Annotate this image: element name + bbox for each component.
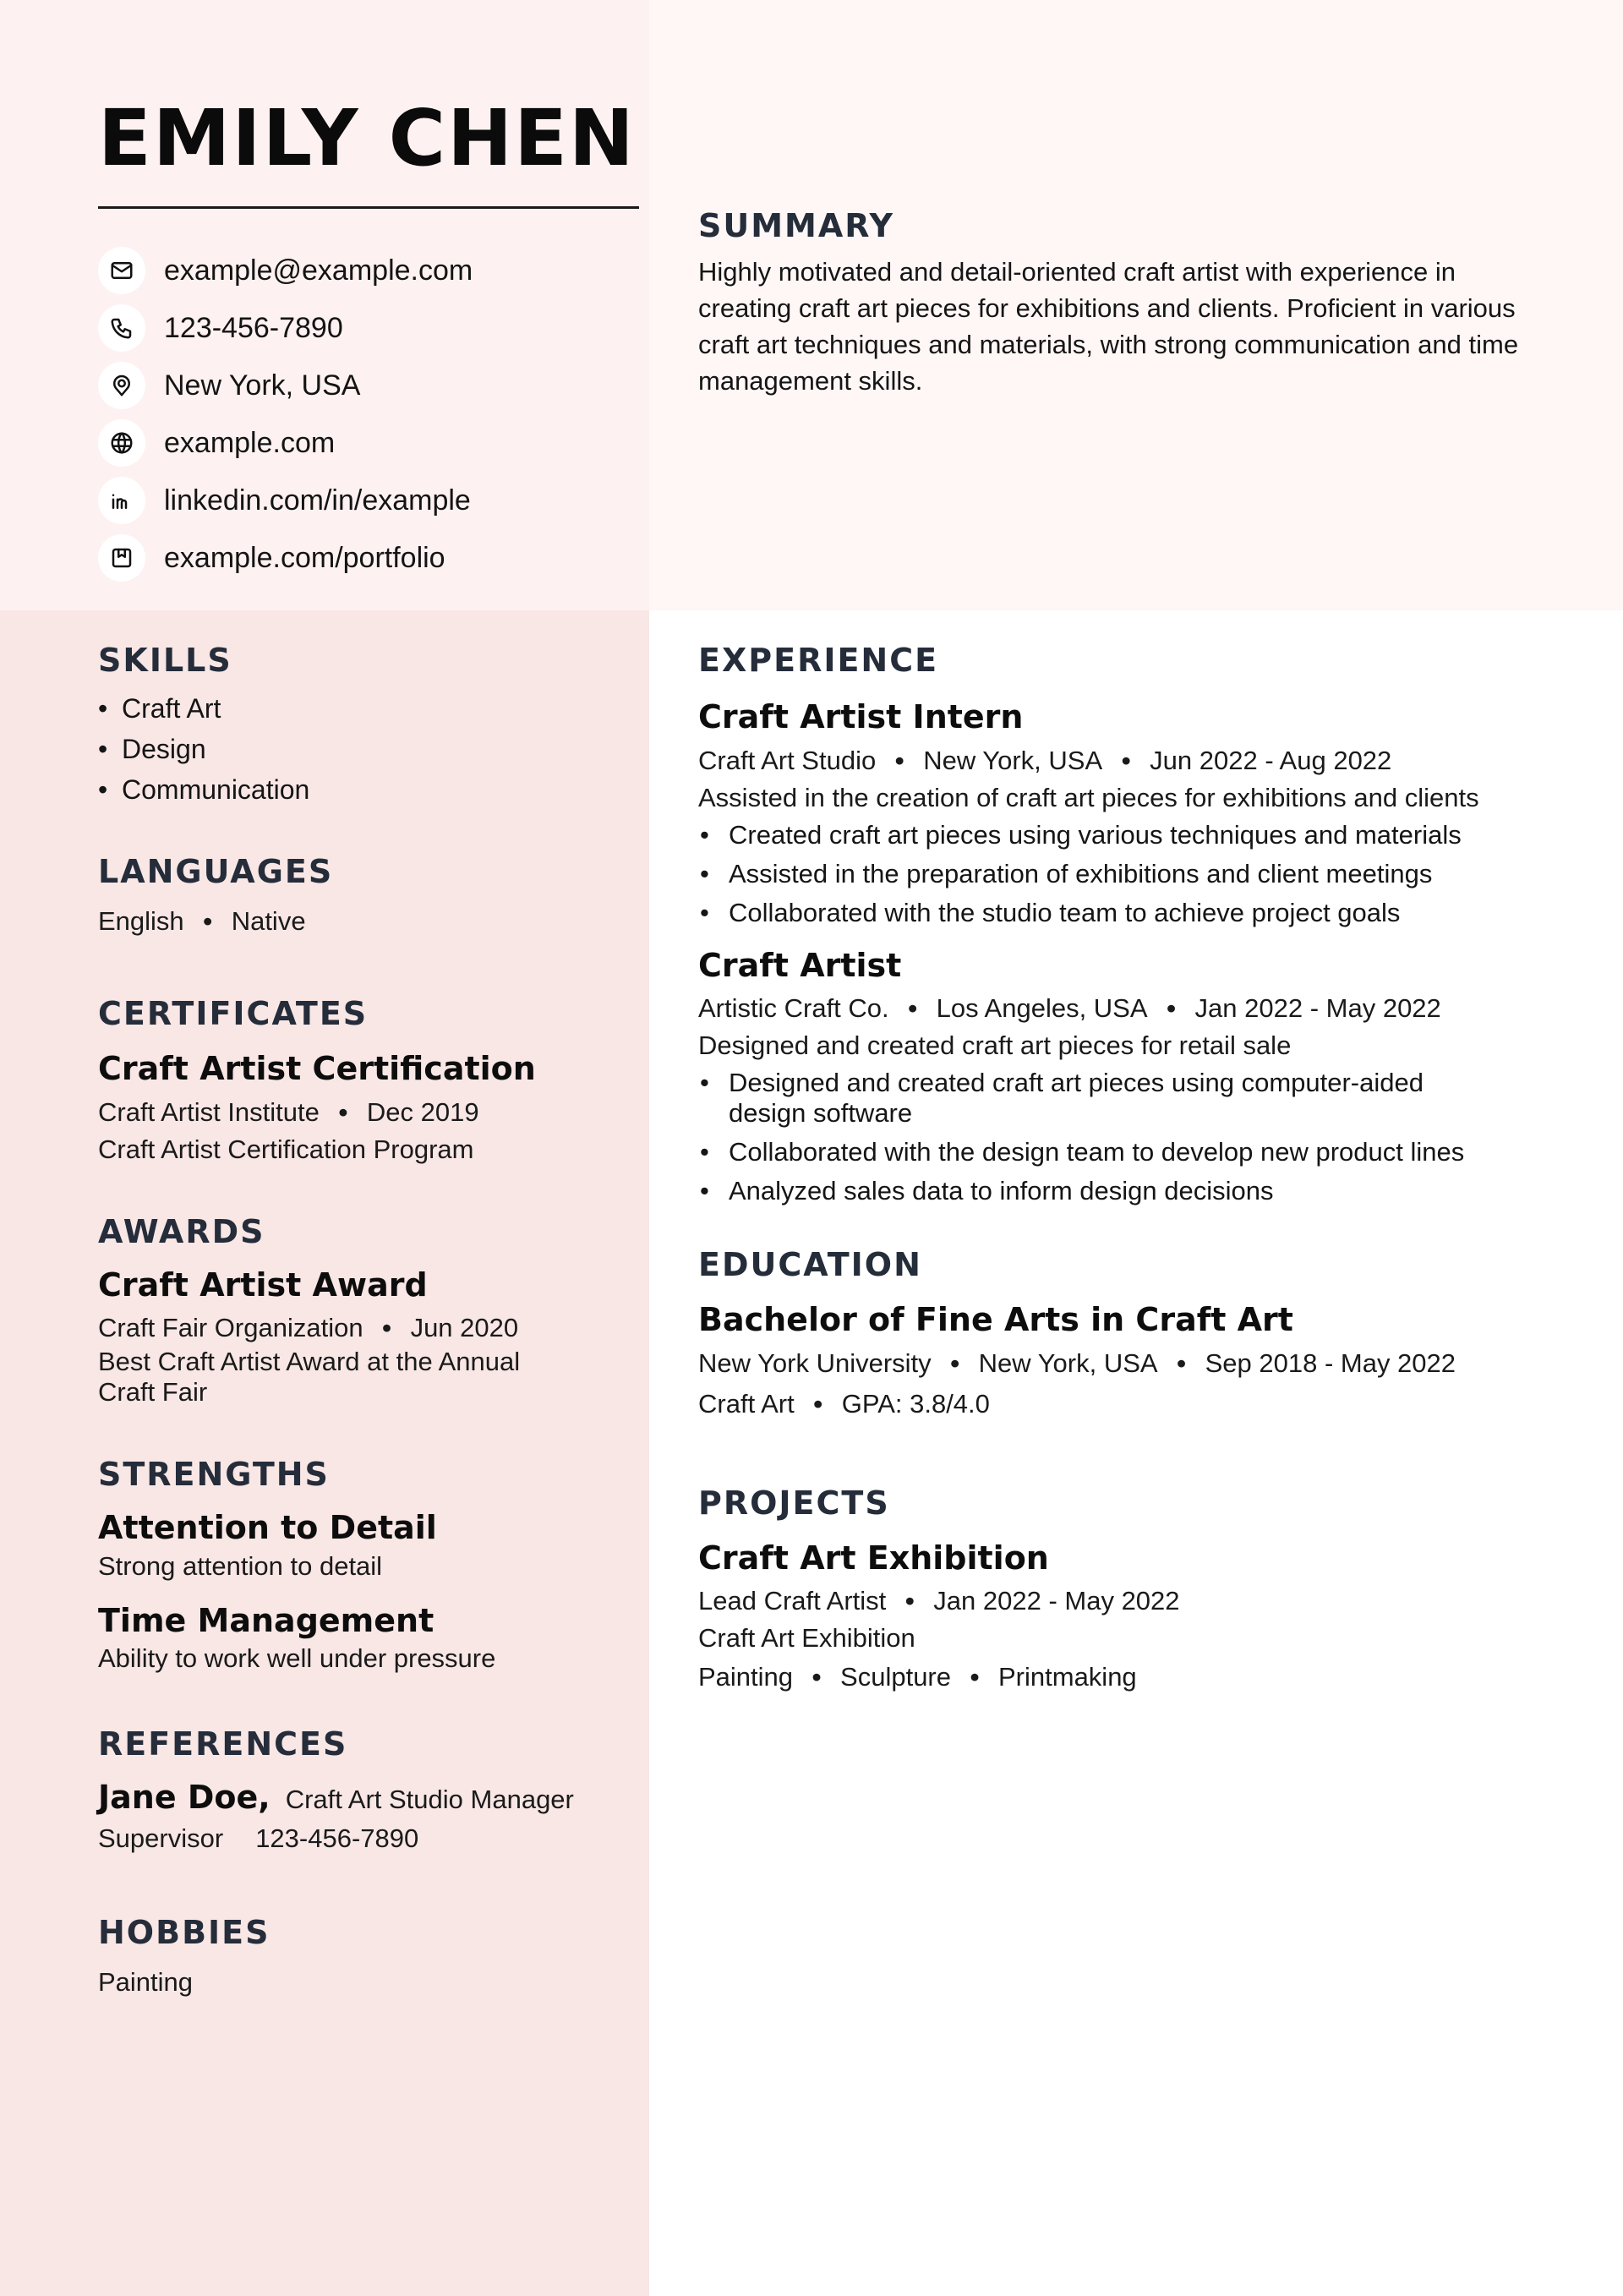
project-tags [698,1659,1560,1696]
project-tag: Sculpture [840,1662,951,1692]
contact-portfolio[interactable] [98,529,473,587]
education-meta [698,1345,1560,1382]
strength-name: Attention to Detail [98,1509,437,1547]
hobby-item: Painting [98,1967,194,1998]
project-tag: Painting [698,1662,794,1692]
separator-dot: • [203,906,213,936]
education-section [698,1246,1560,1423]
summary-section [698,207,1544,399]
contact-website-text: example.com [164,426,336,459]
name-divider [98,206,639,209]
separator-dot: • [908,993,918,1024]
award-issuer: Craft Fair Organization [98,1313,363,1343]
reference-name: Jane Doe, [98,1779,270,1817]
separator-dot: • [970,1662,980,1692]
hobbies-heading: HOBBIES [98,1914,270,1952]
right-column [698,644,1560,1696]
job-bullet: • Assisted in the preparation of exhibitions and client meetings [698,859,1560,889]
contact-email[interactable] [98,242,473,299]
job-dates: Jun 2022 - Aug 2022 [1150,745,1392,775]
separator-dot: • [338,1096,348,1127]
job-bullet: • Analyzed sales data to inform design decisions [698,1176,1510,1206]
language-level: Native [231,906,306,936]
reference-relation: Supervisor [98,1823,224,1854]
education-dates: Sep 2018 - May 2022 [1205,1348,1456,1378]
separator-dot: • [812,1662,822,1692]
project-tag: Printmaking [998,1662,1137,1692]
separator-dot: • [950,1348,960,1378]
summary-text: Highly motivated and detail-oriented craft artist with experience in creating craft art pieces for exhibitions and clients. Proficient in various craft art techniques and materials, with strong communication and time management skills. [698,257,1519,396]
languages-heading: LANGUAGES [98,853,334,890]
certificates-heading: CERTIFICATES [98,995,369,1032]
project-description: Craft Art Exhibition [698,1623,915,1654]
award-date: Jun 2020 [410,1313,519,1343]
references-section [98,1725,622,1857]
education-heading: EDUCATION [698,1246,922,1284]
job-meta [698,990,1560,1027]
contact-website[interactable] [98,414,473,472]
job-dates: Jan 2022 - May 2022 [1194,993,1441,1024]
job-company: Artistic Craft Co. [698,993,889,1024]
location-pin-icon [98,362,145,409]
mail-icon [98,247,145,294]
job-company: Craft Art Studio [698,745,877,775]
project-dates: Jan 2022 - May 2022 [933,1586,1180,1616]
certificate-meta [98,1094,622,1131]
skills-section [98,644,622,810]
separator-dot: • [813,1388,823,1419]
certificate-issuer: Craft Artist Institute [98,1096,320,1127]
strength-description: Ability to work well under pressure [98,1643,496,1674]
contact-list [98,242,473,587]
contact-location-text: New York, USA [164,369,361,402]
reference-header [98,1779,622,1818]
strength-description: Strong attention to detail [98,1550,383,1581]
contact-location [98,357,473,414]
job-location: Los Angeles, USA [936,993,1148,1024]
award-description: Best Craft Artist Award at the Annual Craft Fair [98,1347,521,1408]
left-column [98,644,622,2001]
skill-item: • Communication [98,769,622,810]
language-name: English [98,906,184,936]
project-meta [698,1583,1560,1620]
references-heading: REFERENCES [98,1725,348,1763]
summary-heading: SUMMARY [698,207,894,244]
projects-heading: PROJECTS [698,1484,890,1522]
award-name: Craft Artist Award [98,1266,428,1304]
certificate-date: Dec 2019 [366,1096,479,1127]
awards-heading: AWARDS [98,1212,265,1250]
job-title: Craft Artist Intern [698,698,1024,735]
contact-portfolio-text: example.com/portfolio [164,541,445,574]
job-summary: Designed and created craft art pieces for retail sale [698,1030,1292,1061]
job-title: Craft Artist [698,946,902,984]
contact-linkedin[interactable] [98,472,473,529]
education-gpa: GPA: 3.8/4.0 [841,1388,990,1419]
contact-email-text: example@example.com [164,254,473,287]
job-meta [698,742,1560,779]
separator-dot: • [382,1313,391,1343]
awards-section [98,1212,622,1408]
certificate-name: Craft Artist Certification [98,1050,536,1087]
skills-list [98,688,622,810]
job-location: New York, USA [923,745,1103,775]
job-summary: Assisted in the creation of craft art pieces for exhibitions and clients [698,782,1479,812]
reference-details [98,1820,622,1857]
award-meta [98,1309,622,1347]
school-name: New York University [698,1348,932,1378]
project-role: Lead Craft Artist [698,1586,887,1616]
languages-section [98,853,622,940]
certificates-section [98,995,622,1168]
job-bullet: • Created craft art pieces using various techniques and materials [698,820,1560,850]
job-bullet: • Collaborated with the studio team to achieve project goals [698,898,1560,928]
certificate-description: Craft Artist Certification Program [98,1134,474,1164]
project-name: Craft Art Exhibition [698,1539,1049,1577]
education-field: Craft Art [698,1388,795,1419]
language-entry [98,903,622,940]
skill-item: • Design [98,729,622,769]
strengths-section [98,1458,622,1677]
globe-icon [98,419,145,467]
strengths-heading: STRENGTHS [98,1456,330,1494]
experience-heading: EXPERIENCE [698,642,939,679]
separator-dot: • [904,1586,915,1616]
experience-section [698,644,1560,1206]
separator-dot: • [894,745,904,775]
separator-dot: • [1167,993,1176,1024]
job-bullet: • Collaborated with the design team to develop new product lines [698,1137,1510,1167]
job-bullets [698,820,1560,928]
contact-linkedin-text: linkedin.com/in/example [164,484,471,517]
reference-position: Craft Art Studio Manager [285,1785,574,1815]
job-entry [698,698,1560,928]
education-details [698,1386,1560,1423]
skills-heading: SKILLS [98,642,232,679]
degree-name: Bachelor of Fine Arts in Craft Art [698,1301,1293,1339]
projects-section [698,1484,1560,1697]
job-bullets [698,1068,1510,1206]
skill-item: • Craft Art [98,688,622,729]
contact-phone[interactable] [98,299,473,357]
portfolio-icon [98,534,145,582]
job-bullet: • Designed and created craft art pieces using computer-aided design software [698,1068,1456,1129]
separator-dot: • [1177,1348,1187,1378]
linkedin-icon [98,477,145,524]
hobbies-section [98,1916,622,2001]
school-location: New York, USA [978,1348,1158,1378]
strength-name: Time Management [98,1601,434,1639]
reference-phone: 123-456-7890 [255,1823,419,1854]
job-entry [698,947,1560,1207]
phone-icon [98,304,145,352]
candidate-name: EMILY CHEN [98,93,636,183]
contact-phone-text: 123-456-7890 [164,311,343,344]
separator-dot: • [1121,745,1131,775]
